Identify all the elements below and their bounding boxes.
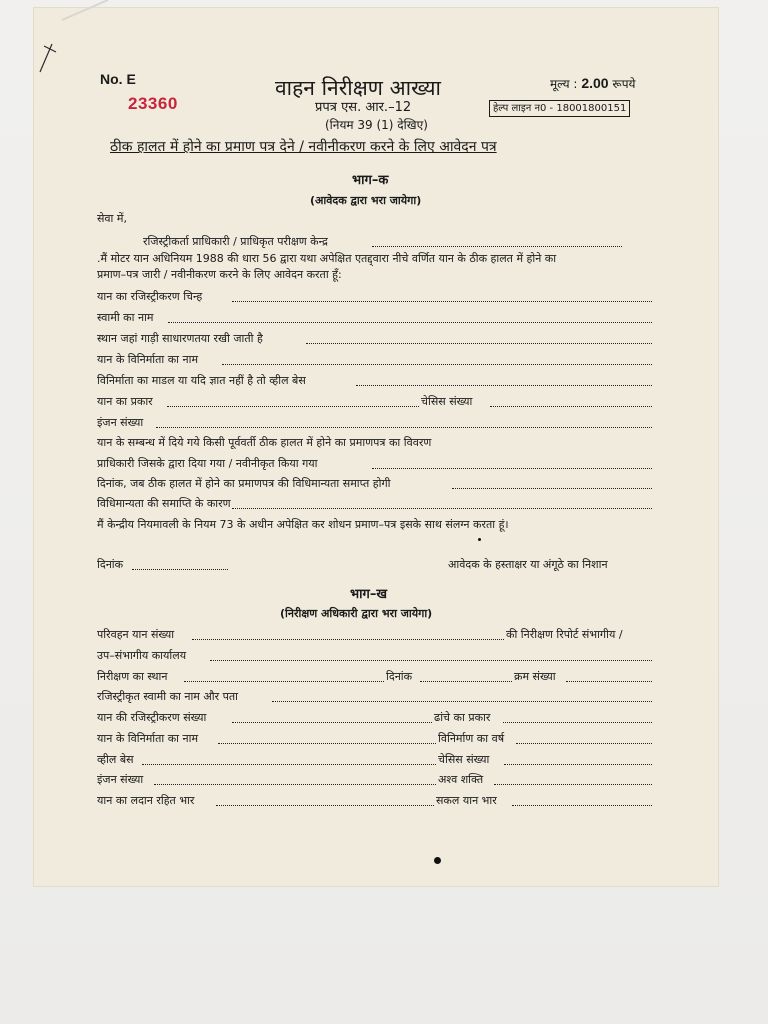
- field-vehicle-type: [97, 395, 153, 409]
- field-label: यान के विनिर्माता का नाम: [97, 353, 199, 366]
- expiry-date-input[interactable]: [452, 477, 652, 489]
- field-gross-weight: [436, 794, 497, 808]
- registration-no-input[interactable]: [232, 711, 432, 723]
- field-manufacturer: [97, 353, 198, 367]
- report-label: की निरीक्षण रिपोर्ट संभागीय /: [506, 628, 623, 641]
- form-title: वाहन निरीक्षण आख्या: [275, 76, 441, 100]
- field-label: रजिस्ट्रीकृत स्वामी का नाम और पता: [97, 690, 239, 703]
- declaration-line-1: .मैं मोटर यान अधिनियम 1988 की धारा 56 द्वारा यथा अपेक्षित एतद्द्वारा नीचे वर्णित यान के ठीक हालत में होने का: [97, 252, 557, 265]
- field-owner-name: [97, 311, 154, 325]
- application-date-input[interactable]: [132, 558, 228, 570]
- chassis-input[interactable]: [490, 395, 652, 407]
- vehicle-type-input[interactable]: [167, 395, 419, 407]
- field-label: इंजन संख्या: [97, 416, 144, 429]
- inspection-date-input[interactable]: [420, 670, 512, 682]
- engine-no-input[interactable]: [154, 773, 436, 785]
- transport-vehicle-input[interactable]: [192, 628, 504, 640]
- field-label: विनिर्माता का माडल या यदि ज्ञात नहीं है तो व्हील बेस: [97, 374, 306, 387]
- field-label: यान का लदान रहित भार: [97, 794, 195, 807]
- helpline-box: हेल्प लाइन न0 - 18001800151: [489, 100, 630, 117]
- field-body-type: [434, 711, 490, 725]
- wheel-base-input[interactable]: [142, 753, 436, 765]
- field-chassis-no: [438, 753, 489, 767]
- field-label: निरीक्षण का स्थान: [97, 670, 168, 683]
- chassis-no-input[interactable]: [504, 753, 652, 765]
- field-inspection-date: [386, 670, 412, 684]
- manufacturer-input[interactable]: [222, 353, 652, 365]
- inspection-place-input[interactable]: [184, 670, 384, 682]
- expiry-reason-input[interactable]: [232, 497, 652, 509]
- ink-dot: [478, 538, 481, 541]
- form-number-label: No. E: [100, 71, 136, 87]
- field-inspection-place: [97, 670, 167, 684]
- owner-address-input[interactable]: [272, 690, 652, 702]
- field-label: ढांचे का प्रकार: [434, 711, 491, 724]
- field-registration-no: [97, 711, 206, 725]
- field-label: यान की रजिस्ट्रीकरण संख्या: [97, 711, 207, 724]
- field-label: अश्व शक्ति: [438, 773, 484, 786]
- field-vehicle-manufacturer: [97, 732, 198, 746]
- field-label: यान के विनिर्माता का नाम: [97, 732, 199, 745]
- price-label: मूल्य :: [550, 77, 578, 91]
- field-parking-place: [97, 332, 263, 346]
- ink-dot: [434, 857, 441, 864]
- mfg-year-input[interactable]: [516, 732, 652, 744]
- date-field: [97, 558, 123, 572]
- field-mfg-year: [438, 732, 504, 746]
- sub-office-input[interactable]: [210, 649, 652, 661]
- registration-mark-input[interactable]: [232, 290, 652, 302]
- price: [550, 75, 636, 92]
- field-issuing-authority: [97, 457, 318, 471]
- field-label: चेसिस संख्या: [438, 753, 490, 766]
- authority-input[interactable]: [372, 235, 622, 247]
- field-owner-address: [97, 690, 238, 704]
- field-label: परिवहन यान संख्या: [97, 628, 175, 641]
- vehicle-manufacturer-input[interactable]: [218, 732, 436, 744]
- field-horsepower: [438, 773, 483, 787]
- field-serial-no: [514, 670, 556, 684]
- part-a-note: (आवेदक द्वारा भरा जायेगा): [310, 194, 422, 207]
- field-chassis: [421, 395, 472, 409]
- field-label: सकल यान भार: [436, 794, 497, 807]
- field-label: यान का रजिस्ट्रीकरण चिन्ह: [97, 290, 203, 303]
- field-transport-vehicle: [97, 628, 174, 642]
- gross-weight-input[interactable]: [512, 794, 652, 806]
- form-code: प्रपत्र एस. आर.–12: [315, 100, 412, 115]
- field-label: विधिमान्यता की समाप्ति के कारण: [97, 497, 231, 510]
- serial-number: 23360: [128, 94, 178, 113]
- field-sub-office: [97, 649, 186, 663]
- form-subtitle: ठीक हालत में होने का प्रमाण पत्र देने / नवीनीकरण करने के लिए आवेदन पत्र: [110, 139, 497, 155]
- part-b-note: (निरीक्षण अधिकारी द्वारा भरा जायेगा): [280, 607, 433, 620]
- model-input[interactable]: [356, 374, 652, 386]
- rule-reference: (नियम 39 (1) देखिए): [325, 118, 428, 132]
- field-label: प्राधिकारी जिसके द्वारा दिया गया / नवीनीकृत किया गया: [97, 457, 318, 470]
- owner-name-input[interactable]: [168, 311, 652, 323]
- field-expiry-reason: [97, 497, 231, 511]
- declaration-line-2: प्रमाण–पत्र जारी / नवीनीकरण करने के लिए आवेदन करता हूँ:: [97, 268, 342, 281]
- field-label: दिनांक: [386, 670, 413, 683]
- field-expiry-date: [97, 477, 391, 491]
- field-wheel-base: [97, 753, 134, 767]
- body-type-input[interactable]: [503, 711, 652, 723]
- field-label: व्हील बेस: [97, 753, 134, 766]
- part-a-heading: भाग–क: [352, 173, 389, 188]
- field-previous-certificate: [97, 436, 431, 450]
- authority-line: [143, 235, 328, 249]
- field-label: उप–संभागीय कार्यालय: [97, 649, 187, 662]
- field-model: [97, 374, 306, 388]
- salutation: सेवा में,: [97, 212, 127, 225]
- field-label: यान का प्रकार: [97, 395, 153, 408]
- field-engine: [97, 416, 143, 430]
- serial-no-input[interactable]: [566, 670, 652, 682]
- horsepower-input[interactable]: [494, 773, 652, 785]
- unladen-weight-input[interactable]: [216, 794, 434, 806]
- price-unit: रूपये: [612, 77, 636, 91]
- tax-statement: मैं केन्द्रीय नियमावली के नियम 73 के अधीन अपेक्षित कर शोधन प्रमाण–पत्र इसके साथ संलग्न करता हूं।: [97, 518, 509, 531]
- field-engine-no: [97, 773, 143, 787]
- engine-input[interactable]: [156, 416, 652, 428]
- field-label: स्वामी का नाम: [97, 311, 154, 324]
- issuing-authority-input[interactable]: [372, 457, 652, 469]
- field-label: चेसिस संख्या: [421, 395, 473, 408]
- authority-label: रजिस्ट्रीकर्ता प्राधिकारी / प्राधिकृत परीक्षण केन्द्र: [143, 235, 328, 248]
- signature-label: आवेदक के हस्ताक्षर या अंगूठे का निशान: [448, 558, 608, 571]
- field-label: यान के सम्बन्ध में दिये गये किसी पूर्ववर्ती ठीक हालत में होने का प्रमाणपत्र का विवरण: [97, 436, 432, 449]
- field-label: इंजन संख्या: [97, 773, 144, 786]
- field-label: स्थान जहां गाड़ी साधारणतया रखी जाती है: [97, 332, 263, 345]
- field-label: दिनांक: [97, 558, 124, 571]
- field-registration-mark: [97, 290, 202, 304]
- field-label: विनिर्माण का वर्ष: [438, 732, 505, 745]
- field-label: दिनांक, जब ठीक हालत में होने का प्रमाणपत्र की विधिमान्यता समाप्त होगी: [97, 477, 391, 490]
- price-value: 2.00: [581, 75, 609, 91]
- part-b-heading: भाग–ख: [350, 587, 387, 602]
- parking-place-input[interactable]: [306, 332, 652, 344]
- field-label: क्रम संख्या: [514, 670, 556, 683]
- field-unladen-weight: [97, 794, 194, 808]
